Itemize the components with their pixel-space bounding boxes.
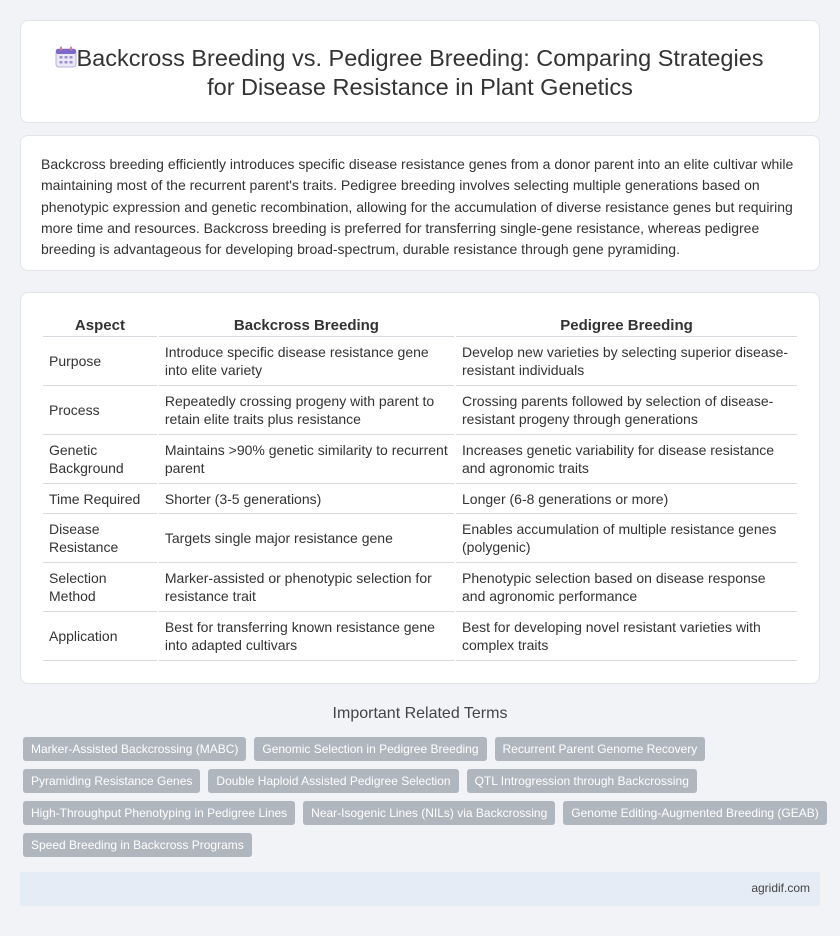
row-backcross: Introduce specific disease resistance gene into elite variety [159,337,454,386]
row-pedigree: Increases genetic variability for disease resistance and agronomic traits [456,435,797,484]
table-row [43,484,797,514]
page-title-line-2: for Disease Resistance in Plant Genetics [207,74,633,100]
related-term-chip[interactable]: Recurrent Parent Genome Recovery [495,737,706,761]
comparison-table-card [20,292,820,684]
row-aspect: Application [43,612,157,661]
row-pedigree: Best for developing novel resistant varieties with complex traits [456,612,797,661]
row-backcross: Marker-assisted or phenotypic selection for resistance trait [159,563,454,612]
row-pedigree: Enables accumulation of multiple resistance genes (polygenic) [456,514,797,563]
row-backcross: Targets single major resistance gene [159,514,454,563]
footer [20,872,820,906]
row-backcross: Shorter (3-5 generations) [159,484,454,514]
row-pedigree: Longer (6-8 generations or more) [456,484,797,514]
related-term-chip[interactable]: Genomic Selection in Pedigree Breeding [254,737,486,761]
table-row [43,563,797,612]
footer-site-link[interactable]: agridif.com [751,881,810,895]
row-backcross: Repeatedly crossing progeny with parent to retain elite traits plus resistance [159,386,454,435]
page-title-line-1: Backcross Breeding vs. Pedigree Breeding: Comparing Strategies [76,45,764,71]
table-row [43,612,797,661]
table-row [43,435,797,484]
row-aspect: Process [43,386,157,435]
related-term-chip[interactable]: Speed Breeding in Backcross Programs [23,833,252,857]
row-aspect: Genetic Background [43,435,157,484]
column-header-pedigree: Pedigree Breeding [456,315,797,337]
table-header-row [43,315,797,337]
summary-paragraph: Backcross breeding efficiently introduces specific disease resistance genes from a donor parent into an elite cultivar while maintaining most of the recurrent parent's traits. Pedigree breeding involves selecting multiple generations based on phenotypic expression and genetic recombination, allowing for the accumulation of diverse resistance genes but requiring more time and resources. Backcross breeding is preferred for transferring single-gene resistance, whereas pedigree breeding is advantageous for developing broad-spectrum, durable resistance through gene pyramiding. [41,156,794,258]
related-terms-heading: Important Related Terms [332,705,508,722]
column-header-aspect: Aspect [43,315,157,337]
related-term-chip[interactable]: QTL Introgression through Backcrossing [467,769,697,793]
row-pedigree: Develop new varieties by selecting superior disease-resistant individuals [456,337,797,386]
title-card [20,20,820,123]
row-backcross: Maintains >90% genetic similarity to recurrent parent [159,435,454,484]
row-pedigree: Phenotypic selection based on disease response and agronomic performance [456,563,797,612]
row-aspect: Disease Resistance [43,514,157,563]
related-term-chip[interactable]: High-Throughput Phenotyping in Pedigree Lines [23,801,295,825]
row-backcross: Best for transferring known resistance gene into adapted cultivars [159,612,454,661]
related-term-chip[interactable]: Marker-Assisted Backcrossing (MABC) [23,737,246,761]
page-title [21,44,819,102]
related-term-chip[interactable]: Pyramiding Resistance Genes [23,769,200,793]
related-terms-list [23,737,823,865]
column-header-backcross: Backcross Breeding [159,315,454,337]
summary-card [20,135,820,271]
table-row [43,386,797,435]
related-term-chip[interactable]: Near-Isogenic Lines (NILs) via Backcrossing [303,801,555,825]
table-row [43,337,797,386]
comparison-table [41,315,799,661]
row-aspect: Purpose [43,337,157,386]
related-term-chip[interactable]: Genome Editing-Augmented Breeding (GEAB) [563,801,826,825]
row-aspect: Selection Method [43,563,157,612]
related-term-chip[interactable]: Double Haploid Assisted Pedigree Selection [208,769,458,793]
row-pedigree: Crossing parents followed by selection of disease-resistant progeny through generations [456,386,797,435]
table-row [43,514,797,563]
row-aspect: Time Required [43,484,157,514]
